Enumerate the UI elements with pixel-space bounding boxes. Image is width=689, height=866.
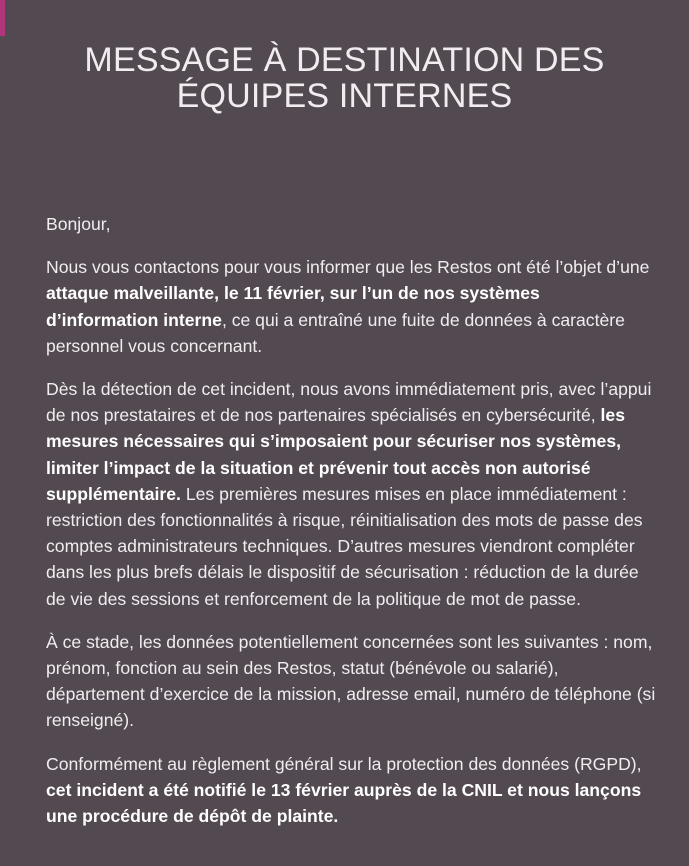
paragraph-1 xyxy=(46,254,656,359)
paragraph-1-text-a: Nous vous contactons pour vous informer que les Restos ont été l’objet d’une xyxy=(46,257,650,278)
paragraph-4-text: Conformément au règlement général sur la protection des données (RGPD), xyxy=(46,753,642,774)
paragraph-4-bold: cet incident a été notifié le 13 février auprès de la CNIL et nous lançons une procédure de dépôt de plainte. xyxy=(46,779,642,827)
paragraph-2 xyxy=(46,376,656,612)
paragraph-3-text: À ce stade, les données potentiellement concernées sont les suivantes : nom, prénom, fonction au sein des Restos, statut (bénévole ou salarié), département d’exercice de la mission, adresse email, numéro de téléphone (si renseigné). xyxy=(46,631,656,731)
message-body xyxy=(46,211,656,846)
paragraph-3 xyxy=(46,629,656,734)
paragraph-2-bold: les mesures nécessaires qui s’imposaient pour sécuriser nos systèmes, limiter l’impact de la situation et prévenir tout accès non autorisé supplémentaire. xyxy=(46,405,625,504)
paragraph-1-text-b: , ce qui a entraîné une fuite de données à caractère personnel vous concernant. xyxy=(46,309,625,356)
paragraph-2-text-a: Dès la détection de cet incident, nous avons immédiatement pris, avec l’appui de nos prestataires et de nos partenaires spécialisés en cybersécurité, xyxy=(46,379,652,426)
paragraph-2-text-b: Les premières mesures mises en place immédiatement : restriction des fonctionnalités à risque, réinitialisation des mots de passe des comptes administrateurs techniques. D’autres mesures viendront compléter dans les plus brefs délais le dispositif de sécurisation : réduction de la durée de vie des sessions et renforcement de la politique de mot de passe. xyxy=(46,483,643,609)
accent-bar xyxy=(0,0,5,36)
greeting: Bonjour, xyxy=(46,214,111,234)
paragraph-4 xyxy=(46,751,656,830)
page-title xyxy=(0,42,689,114)
title-line-2: ÉQUIPES INTERNES xyxy=(176,77,513,115)
paragraph-1-bold: attaque malveillante, le 11 février, sur l’un de nos systèmes d’information interne xyxy=(46,283,540,330)
title-line-1: MESSAGE À DESTINATION DES xyxy=(84,41,605,79)
